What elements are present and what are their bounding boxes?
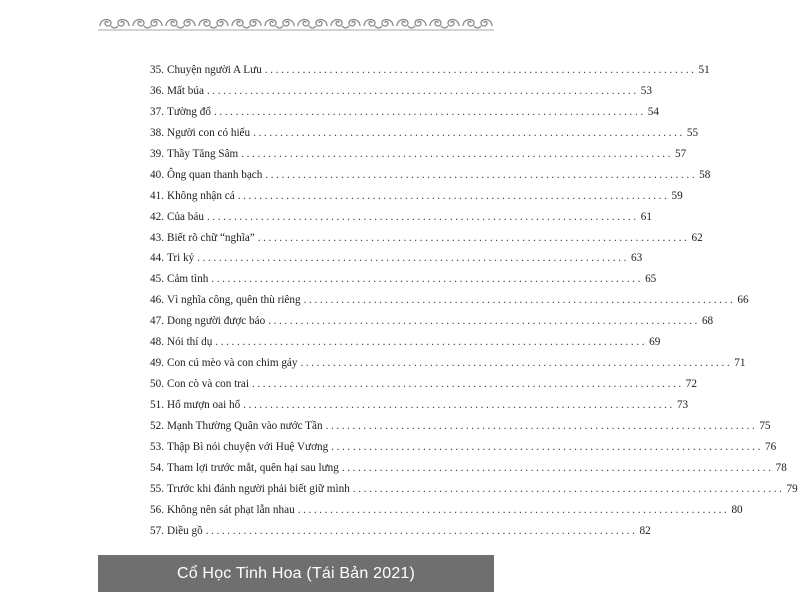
toc-entry-title: Thầy Tăng Sâm xyxy=(166,147,239,160)
toc-dot-leader: ................................................................................ xyxy=(237,189,670,202)
toc-entry-page: 72 xyxy=(685,378,697,391)
toc-entry-number: 54. xyxy=(150,461,164,474)
toc-entry-title: Người con có hiếu xyxy=(166,126,251,139)
toc-entry-title: Mạnh Thường Quân vào nước Tần xyxy=(166,419,323,432)
toc-entry-title: Nói thí dụ xyxy=(166,336,213,349)
toc-dot-leader: ................................................................................ xyxy=(325,419,758,432)
toc-dot-leader: ................................................................................ xyxy=(206,210,639,223)
toc-entry-title: Tường đổ xyxy=(166,105,211,118)
toc-entry xyxy=(150,290,749,311)
toc-entry-page: 51 xyxy=(698,64,710,76)
book-title: Cổ Học Tinh Hoa (Tái Bản 2021) xyxy=(176,564,416,582)
toc-dot-leader: ................................................................................ xyxy=(257,231,690,244)
toc-dot-leader: ................................................................................ xyxy=(213,105,646,118)
toc-entry xyxy=(150,458,787,479)
toc-entry-number: 57. xyxy=(150,524,164,537)
toc-entry xyxy=(150,81,652,102)
decorative-border xyxy=(98,14,494,32)
toc-dot-leader: ................................................................................ xyxy=(264,64,697,76)
toc-entry-page: 57 xyxy=(675,147,687,160)
toc-entry-number: 55. xyxy=(150,482,164,495)
toc-entry xyxy=(150,248,643,269)
toc-entry-page: 79 xyxy=(786,482,798,495)
toc-entry-number: 42. xyxy=(150,210,164,223)
toc-entry xyxy=(150,521,651,542)
toc-entry-number: 41. xyxy=(150,189,164,202)
toc-entry-number: 56. xyxy=(150,503,164,516)
toc-entry-title: Ông quan thanh bạch xyxy=(166,168,263,181)
toc-entry xyxy=(150,186,683,207)
toc-entry-page: 66 xyxy=(737,294,749,307)
toc-entry-number: 35. xyxy=(150,64,164,76)
toc-entry-title: Vì nghĩa công, quên thù riêng xyxy=(166,294,301,307)
toc-dot-leader: ................................................................................ xyxy=(205,524,638,537)
toc-entry-title: Diều gồ xyxy=(166,524,203,537)
toc-entry-number: 40. xyxy=(150,168,164,181)
toc-entry-page: 55 xyxy=(686,126,699,139)
toc-entry xyxy=(150,437,777,458)
toc-entry-page: 78 xyxy=(775,461,787,474)
toc-dot-leader: ................................................................................ xyxy=(253,126,685,139)
toc-dot-leader: ................................................................................ xyxy=(211,273,644,286)
footer-banner xyxy=(98,555,494,592)
toc-entry xyxy=(150,395,689,416)
toc-entry xyxy=(150,416,771,437)
toc-entry-title: Trước khi đánh người phải biết giữ mình xyxy=(166,482,350,495)
toc-entry-number: 47. xyxy=(150,315,164,328)
toc-entry xyxy=(150,269,657,290)
toc-dot-leader: ................................................................................ xyxy=(341,461,774,474)
toc-entry-title: Mất búa xyxy=(166,84,204,97)
toc-entry-number: 37. xyxy=(150,105,164,118)
toc-entry-number: 46. xyxy=(150,294,164,307)
toc-entry-title: Không nhận cá xyxy=(166,189,235,202)
toc-dot-leader: ................................................................................ xyxy=(303,294,736,307)
toc-entry xyxy=(150,479,798,500)
toc-entry-page: 69 xyxy=(649,336,661,349)
toc-entry-number: 43. xyxy=(150,231,164,244)
toc-entry-number: 48. xyxy=(150,336,164,349)
toc-entry-page: 61 xyxy=(640,210,652,223)
toc-entry-page: 71 xyxy=(734,357,746,370)
toc-dot-leader: ................................................................................ xyxy=(300,357,733,370)
toc-entry xyxy=(150,102,659,123)
toc-entry xyxy=(150,207,652,228)
toc-entry-title: Con cò và con trai xyxy=(166,378,250,391)
toc-entry-number: 38. xyxy=(150,126,164,139)
toc-entry-page: 76 xyxy=(764,440,777,453)
toc-entry-number: 50. xyxy=(150,378,164,391)
toc-entry-title: Hổ mượn oai hổ xyxy=(166,399,241,411)
toc-entry-page: 58 xyxy=(699,168,711,181)
toc-entry-title: Không nên sát phạt lẫn nhau xyxy=(166,503,295,516)
toc-entry-title: Con cú mèo và con chim gáy xyxy=(166,357,298,370)
toc-entry-page: 65 xyxy=(645,273,657,286)
toc-entry-number: 36. xyxy=(150,84,164,97)
toc-entry xyxy=(150,123,699,144)
toc-entry-page: 63 xyxy=(631,252,643,265)
toc-entry xyxy=(150,374,697,395)
toc-dot-leader: ................................................................................ xyxy=(331,440,763,453)
toc-entry-number: 49. xyxy=(150,357,164,370)
toc-entry-title: Chuyện người A Lưu xyxy=(166,64,262,76)
toc-entry xyxy=(150,144,687,165)
toc-entry-page: 53 xyxy=(640,84,652,97)
toc-entry xyxy=(150,332,661,353)
toc-entry-page: 82 xyxy=(639,524,651,537)
toc-entry xyxy=(150,311,714,332)
toc-entry xyxy=(150,500,743,521)
toc-entry xyxy=(150,165,711,186)
toc-entry-page: 54 xyxy=(647,105,659,118)
toc-entry-title: Tham lợi trước mắt, quên hại sau lưng xyxy=(166,461,339,474)
toc-entry xyxy=(150,228,703,249)
toc-dot-leader: ................................................................................ xyxy=(215,336,648,349)
toc-entry-page: 80 xyxy=(731,503,743,516)
toc-entry-title: Tri kỷ xyxy=(166,252,195,265)
toc-entry-page: 73 xyxy=(676,399,689,411)
toc-dot-leader: ................................................................................ xyxy=(252,378,684,391)
toc-entry xyxy=(150,353,746,374)
toc-dot-leader: ................................................................................ xyxy=(206,84,639,97)
cloud-scroll-border-icon xyxy=(98,14,494,32)
toc-entry-title: Cảm tình xyxy=(166,273,209,286)
toc-entry-page: 59 xyxy=(671,189,683,202)
toc-entry-page: 62 xyxy=(691,231,703,244)
toc-dot-leader: ................................................................................ xyxy=(243,399,675,411)
toc-entry-number: 44. xyxy=(150,252,164,265)
toc-entry xyxy=(150,60,710,81)
table-of-contents xyxy=(150,60,798,542)
toc-entry-number: 53. xyxy=(150,440,164,453)
toc-entry-number: 52. xyxy=(150,419,164,432)
toc-entry-number: 39. xyxy=(150,147,164,160)
toc-entry-title: Biết rõ chữ “nghĩa” xyxy=(166,231,255,244)
toc-dot-leader: ................................................................................ xyxy=(297,503,730,516)
toc-entry-number: 51. xyxy=(150,399,164,411)
toc-dot-leader: ................................................................................ xyxy=(268,315,700,328)
toc-dot-leader: ................................................................................ xyxy=(197,252,629,265)
toc-dot-leader: ................................................................................ xyxy=(265,168,698,181)
toc-entry-page: 68 xyxy=(701,315,714,328)
toc-entry-number: 45. xyxy=(150,273,164,286)
toc-entry-title: Của báu xyxy=(166,210,204,223)
toc-entry-page: 75 xyxy=(759,419,771,432)
toc-entry-title: Dong người được báo xyxy=(166,315,266,328)
toc-dot-leader: ................................................................................ xyxy=(241,147,673,160)
toc-dot-leader: ................................................................................ xyxy=(352,482,785,495)
toc-entry-title: Thập Bì nói chuyện với Huệ Vương xyxy=(166,440,329,453)
